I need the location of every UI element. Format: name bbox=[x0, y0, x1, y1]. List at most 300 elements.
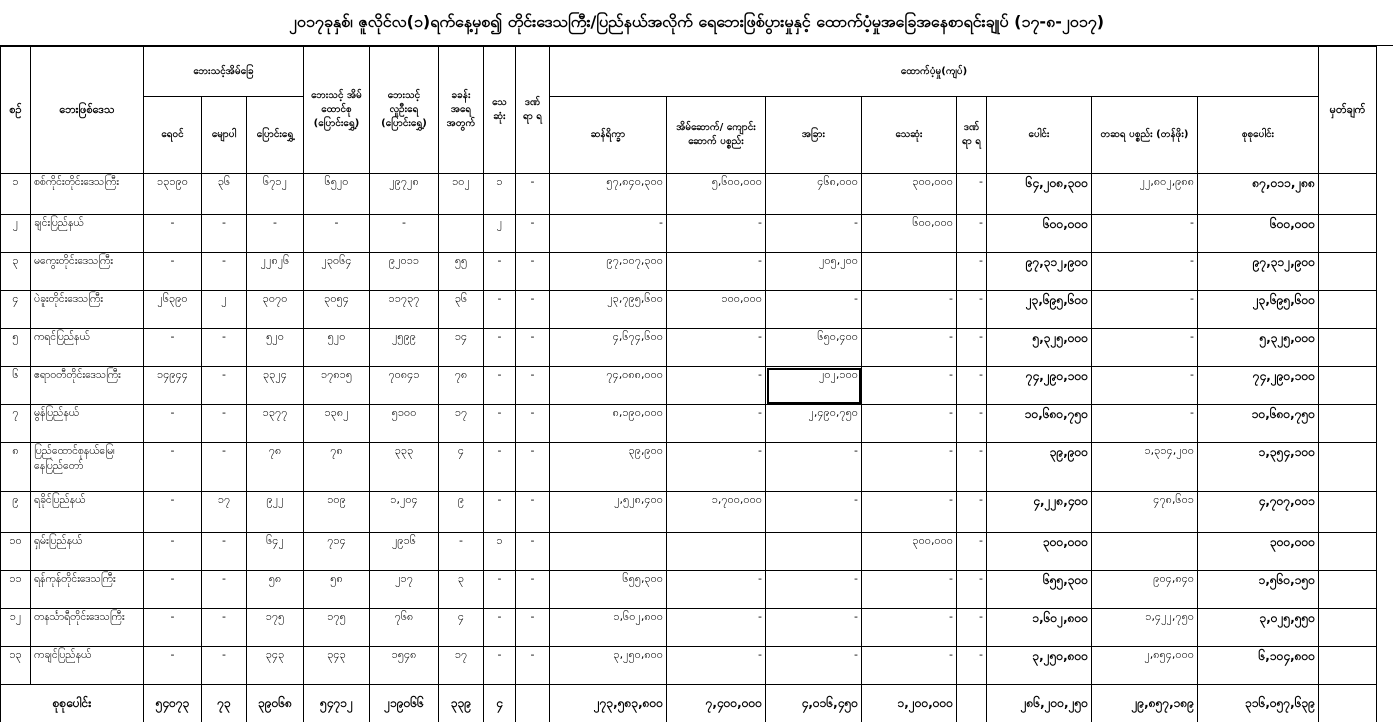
cell-c2[interactable]: - bbox=[202, 253, 247, 291]
cell-c5[interactable]: - bbox=[370, 215, 439, 253]
cell-c14[interactable]: ၁,၆၀၂,၈၀၀ bbox=[987, 609, 1092, 647]
cell-remark[interactable] bbox=[1319, 443, 1377, 492]
cell-c6[interactable]: ၉ bbox=[439, 492, 484, 533]
cell-c13[interactable]: - bbox=[957, 492, 987, 533]
totals-label[interactable]: စုစုပေါင်း bbox=[1, 685, 144, 723]
cell-c12[interactable]: - bbox=[862, 609, 957, 647]
cell-c8[interactable]: - bbox=[516, 253, 550, 291]
header-affected-group: ဘေးသင့်အိမ်ခြေ bbox=[144, 47, 304, 97]
cell-c14[interactable]: ၇၄,၂၉၀,၁၀၀ bbox=[987, 367, 1092, 405]
total-c11[interactable]: ၄,၀၁၆,၄၅၀ bbox=[766, 685, 862, 723]
cell-c9[interactable]: ၈,၁၉၀,၀၀၀ bbox=[550, 405, 667, 443]
cell-c15[interactable]: ၂,၈၅၄,၀၀၀ bbox=[1092, 647, 1198, 685]
cell-c10[interactable]: - bbox=[667, 367, 766, 405]
cell-c3[interactable]: ၆၄၂ bbox=[247, 533, 304, 571]
cell-c15[interactable]: - bbox=[1092, 367, 1198, 405]
header-remarks: မှတ်ချက် bbox=[1319, 47, 1377, 174]
cell-c9[interactable]: ၁,၆၀၂,၈၀၀ bbox=[550, 609, 667, 647]
cell-c11[interactable]: ၂,၄၉၀,၇၅၀ bbox=[766, 405, 862, 443]
cell-c7[interactable]: - bbox=[484, 367, 516, 405]
cell-c4[interactable]: ၆၅၂၀ bbox=[304, 174, 370, 215]
cell-c9[interactable]: ၄,၆၇၄,၆၀၀ bbox=[550, 329, 667, 367]
cell-c7[interactable]: - bbox=[484, 329, 516, 367]
cell-c4[interactable]: ၁၇၅ bbox=[304, 609, 370, 647]
table-row bbox=[1, 609, 1377, 647]
total-c12[interactable]: ၁,၂၀၀,၀၀၀ bbox=[862, 685, 957, 723]
cell-c16[interactable]: ၂၃,၆၉၅,၆၀၀ bbox=[1198, 291, 1319, 329]
cell-sn[interactable]: ၉ bbox=[1, 492, 31, 533]
cell-c13[interactable]: - bbox=[957, 405, 987, 443]
cell-c9[interactable]: ၃၉,၉၀၀ bbox=[550, 443, 667, 492]
total-c14[interactable]: ၂၈၆,၂၀၀,၂၅၀ bbox=[987, 685, 1092, 723]
cell-remark[interactable] bbox=[1319, 647, 1377, 685]
total-c15[interactable]: ၂၉,၈၅၇,၁၈၉ bbox=[1092, 685, 1198, 723]
cell-c7[interactable]: ၁ bbox=[484, 533, 516, 571]
header-affected-pop: ဘေးသင့် လူဦးရေ (ပြောင်းရွှေ့) bbox=[370, 47, 439, 174]
cell-c16[interactable]: ၅,၃၂၅,၀၀၀ bbox=[1198, 329, 1319, 367]
cell-c11[interactable]: - bbox=[766, 571, 862, 609]
cell-c6[interactable]: ၁၄ bbox=[439, 329, 484, 367]
cell-c10[interactable]: - bbox=[667, 443, 766, 492]
cell-sn[interactable]: ၁၀ bbox=[1, 533, 31, 571]
cell-c10[interactable]: ၅,၆၀၀,၀၀၀ bbox=[667, 174, 766, 215]
cell-c14[interactable]: ၉၇,၃၁၂,၉၀၀ bbox=[987, 253, 1092, 291]
cell-c14[interactable]: ၅,၃၂၅,၀၀၀ bbox=[987, 329, 1092, 367]
header-sn: စဥ် bbox=[1, 47, 31, 174]
cell-c4[interactable]: ၇၈ bbox=[304, 443, 370, 492]
cell-c2[interactable]: - bbox=[202, 215, 247, 253]
cell-c11[interactable] bbox=[766, 533, 862, 571]
cell-c6[interactable]: ၁၇ bbox=[439, 405, 484, 443]
cell-c7[interactable]: - bbox=[484, 609, 516, 647]
cell-c1[interactable]: ၁၃၁၉၀ bbox=[144, 174, 202, 215]
cell-c14[interactable]: ၁၀,၆၈၀,၇၅၀ bbox=[987, 405, 1092, 443]
cell-c1[interactable]: - bbox=[144, 647, 202, 685]
cell-c7[interactable]: - bbox=[484, 443, 516, 492]
header-injury-support: ဒဏ် ရာ ရ bbox=[957, 97, 987, 174]
cell-c16[interactable]: ၇၄,၂၉၀,၁၀၀ bbox=[1198, 367, 1319, 405]
cell-c6[interactable]: ၁၇ bbox=[439, 647, 484, 685]
cell-c10[interactable]: - bbox=[667, 405, 766, 443]
total-c6[interactable]: ၃၃၉ bbox=[439, 685, 484, 723]
total-c9[interactable]: ၂၇၃,၅၈၃,၈၀၀ bbox=[550, 685, 667, 723]
cell-c1[interactable]: - bbox=[144, 571, 202, 609]
cell-c9[interactable]: - bbox=[550, 215, 667, 253]
header-region: ဘေးဖြစ်ဒေသ bbox=[31, 47, 144, 174]
cell-c8[interactable]: - bbox=[516, 215, 550, 253]
cell-sn[interactable]: ၁၂ bbox=[1, 609, 31, 647]
cell-region[interactable]: ရန်ကုန်တိုင်းဒေသကြီး bbox=[31, 571, 144, 609]
cell-c9[interactable]: ၂,၅၂၈,၄၀၀ bbox=[550, 492, 667, 533]
cell-c16[interactable]: ၃,၀၂၅,၅၅၀ bbox=[1198, 609, 1319, 647]
cell-region[interactable]: ပဲခူးတိုင်းဒေသကြီး bbox=[31, 291, 144, 329]
table-row bbox=[1, 329, 1377, 367]
cell-c7[interactable]: - bbox=[484, 647, 516, 685]
cell-c14[interactable]: ၃၀၀,၀၀၀ bbox=[987, 533, 1092, 571]
cell-c2[interactable]: - bbox=[202, 533, 247, 571]
cell-c11[interactable]: ၄၆၈,၀၀၀ bbox=[766, 174, 862, 215]
cell-sn[interactable]: ၈ bbox=[1, 443, 31, 492]
cell-c11[interactable]: - bbox=[766, 492, 862, 533]
cell-c4[interactable]: ၅၂၀ bbox=[304, 329, 370, 367]
header-housing: အိမ်ဆောက်/ ကျောင်းဆောက် ပစ္စည်း bbox=[667, 97, 766, 174]
header-support-group: ထောက်ပံ့မှု(ကျပ်) bbox=[550, 47, 1319, 97]
cell-c6[interactable] bbox=[439, 215, 484, 253]
table-row bbox=[1, 571, 1377, 609]
header-dead: သေ ဆုံး bbox=[484, 47, 516, 174]
cell-c4[interactable]: ၇၁၄ bbox=[304, 533, 370, 571]
cell-c8[interactable]: - bbox=[516, 533, 550, 571]
cell-c11[interactable]: - bbox=[766, 215, 862, 253]
header-camps: ခခန်း အရေ အတွက် bbox=[439, 47, 484, 174]
header-affected-hh: ဘေးသင့် အိမ် ထောင်စု (ပြောင်းရွှေ့) bbox=[304, 47, 370, 174]
cell-c2[interactable]: ၃၆ bbox=[202, 174, 247, 215]
cell-c13[interactable]: - bbox=[957, 533, 987, 571]
header-goods: တဆရ ပစ္စည်း (တန်ဖိုး) bbox=[1092, 97, 1198, 174]
cell-region[interactable]: ချင်းပြည်နယ် bbox=[31, 215, 144, 253]
cell-c5[interactable]: ၂၁၇ bbox=[370, 571, 439, 609]
cell-c5[interactable]: ၁၅၄၈ bbox=[370, 647, 439, 685]
cell-c15[interactable]: ၂၂,၈၀၂,၉၈၈ bbox=[1092, 174, 1198, 215]
cell-remark[interactable] bbox=[1319, 329, 1377, 367]
cell-c9[interactable]: ၉၇,၁၀၇,၃၀၀ bbox=[550, 253, 667, 291]
cell-c10[interactable]: ၁၀၀,၀၀၀ bbox=[667, 291, 766, 329]
cell-sn[interactable]: ၁၃ bbox=[1, 647, 31, 685]
cell-remark[interactable] bbox=[1319, 291, 1377, 329]
cell-c10[interactable]: - bbox=[667, 329, 766, 367]
cell-c5[interactable]: ၇၀၈၄၁ bbox=[370, 367, 439, 405]
cell-c16[interactable]: ၆,၁၀၄,၈၀၀ bbox=[1198, 647, 1319, 685]
cell-c15[interactable]: ၁,၃၁၄,၂၀၀ bbox=[1092, 443, 1198, 492]
cell-c7[interactable]: - bbox=[484, 405, 516, 443]
cell-c6[interactable]: ၄ bbox=[439, 609, 484, 647]
cell-region[interactable]: တနင်္သာရီတိုင်းဒေသကြီး bbox=[31, 609, 144, 647]
cell-c1[interactable]: - bbox=[144, 492, 202, 533]
cell-c10[interactable]: ၁,၇၀၀,၀၀၀ bbox=[667, 492, 766, 533]
cell-sn[interactable]: ၅ bbox=[1, 329, 31, 367]
cell-c13[interactable]: - bbox=[957, 443, 987, 492]
cell-c10[interactable]: - bbox=[667, 647, 766, 685]
cell-region[interactable]: ပြည်ထောင်စုနယ်မြေ၊ နေပြည်တော် bbox=[31, 443, 144, 492]
report-table bbox=[0, 46, 1377, 723]
cell-sn[interactable]: ၆ bbox=[1, 367, 31, 405]
cell-c16[interactable]: ၁,၅၆၀,၁၅၀ bbox=[1198, 571, 1319, 609]
cell-c2[interactable]: - bbox=[202, 443, 247, 492]
table-row bbox=[1, 533, 1377, 571]
cell-c14[interactable]: ၆၅၅,၃၀၀ bbox=[987, 571, 1092, 609]
cell-c12[interactable]: - bbox=[862, 647, 957, 685]
cell-c1[interactable]: - bbox=[144, 215, 202, 253]
cell-c4[interactable]: ၁၀၉ bbox=[304, 492, 370, 533]
cell-c4[interactable]: ၁၃၈၂ bbox=[304, 405, 370, 443]
cell-c9[interactable]: ၂၃,၇၉၅,၆၀၀ bbox=[550, 291, 667, 329]
cell-c14[interactable]: ၃၉,၉၀၀ bbox=[987, 443, 1092, 492]
cell-c5[interactable]: ၇၆၈ bbox=[370, 609, 439, 647]
cell-c4[interactable]: ၂၃၀၆၄ bbox=[304, 253, 370, 291]
cell-c13[interactable]: - bbox=[957, 609, 987, 647]
cell-c15[interactable]: ၄၇၈,၆၀၁ bbox=[1092, 492, 1198, 533]
cell-sn[interactable]: ၁ bbox=[1, 174, 31, 215]
cell-c13[interactable]: - bbox=[957, 329, 987, 367]
cell-c14[interactable]: ၆၄,၂၀၈,၃၀၀ bbox=[987, 174, 1092, 215]
cell-c4[interactable]: ၃၄၃ bbox=[304, 647, 370, 685]
cell-c2[interactable]: ၂ bbox=[202, 291, 247, 329]
cell-c11[interactable]: - bbox=[766, 647, 862, 685]
cell-c1[interactable]: ၁၄၉၄၄ bbox=[144, 367, 202, 405]
cell-c8[interactable]: - bbox=[516, 367, 550, 405]
cell-c1[interactable]: - bbox=[144, 609, 202, 647]
cell-c15[interactable]: ၁,၄၂၂,၇၅၀ bbox=[1092, 609, 1198, 647]
cell-c15[interactable]: - bbox=[1092, 291, 1198, 329]
cell-c8[interactable]: - bbox=[516, 405, 550, 443]
cell-region[interactable]: စစ်ကိုင်းတိုင်းဒေသကြီး bbox=[31, 174, 144, 215]
cell-c4[interactable]: - bbox=[304, 215, 370, 253]
cell-c4[interactable]: ၁၇၈၁၅ bbox=[304, 367, 370, 405]
cell-c3[interactable]: ၁၃၇၇ bbox=[247, 405, 304, 443]
totals-row bbox=[1, 685, 1377, 723]
header-cash: ဆန်ရိက္ခာ bbox=[550, 97, 667, 174]
cell-c10[interactable]: - bbox=[667, 215, 766, 253]
total-c1[interactable]: ၅၄၀၇၃ bbox=[144, 685, 202, 723]
cell-c12[interactable]: - bbox=[862, 405, 957, 443]
cell-c2[interactable]: - bbox=[202, 405, 247, 443]
total-c2[interactable]: ၇၃ bbox=[202, 685, 247, 723]
cell-c5[interactable]: ၂၉၇၂၈ bbox=[370, 174, 439, 215]
cell-c16[interactable]: ၆၀၀,၀၀၀ bbox=[1198, 215, 1319, 253]
cell-c7[interactable]: - bbox=[484, 253, 516, 291]
cell-c8[interactable]: - bbox=[516, 329, 550, 367]
cell-c11[interactable]: - bbox=[766, 291, 862, 329]
cell-c12[interactable]: - bbox=[862, 367, 957, 405]
cell-c12[interactable]: ၃၀၀,၀၀၀ bbox=[862, 533, 957, 571]
cell-c3[interactable]: ၉၂၂ bbox=[247, 492, 304, 533]
cell-c12[interactable]: - bbox=[862, 571, 957, 609]
cell-c1[interactable]: - bbox=[144, 443, 202, 492]
cell-region[interactable]: ကရင်ပြည်နယ် bbox=[31, 329, 144, 367]
cell-c1[interactable]: - bbox=[144, 329, 202, 367]
cell-c13[interactable]: - bbox=[957, 291, 987, 329]
header-other: အခြား bbox=[766, 97, 862, 174]
cell-c12[interactable] bbox=[862, 253, 957, 291]
cell-c6[interactable]: ၅၅ bbox=[439, 253, 484, 291]
cell-c5[interactable]: ၁၁၇၃၇ bbox=[370, 291, 439, 329]
cell-c1[interactable]: - bbox=[144, 405, 202, 443]
cell-c16[interactable]: ၄,၇၀၇,၀၀၁ bbox=[1198, 492, 1319, 533]
cell-region[interactable]: မွန်ပြည်နယ် bbox=[31, 405, 144, 443]
header-villages: ရေဝင် bbox=[144, 97, 202, 174]
cell-remark[interactable] bbox=[1319, 174, 1377, 215]
cell-c11[interactable]: - bbox=[766, 443, 862, 492]
cell-c6[interactable]: ၃ bbox=[439, 571, 484, 609]
cell-c3[interactable]: ၅၂၀ bbox=[247, 329, 304, 367]
cell-c12[interactable]: - bbox=[862, 492, 957, 533]
header-total: ပေါင်း bbox=[987, 97, 1092, 174]
cell-c5[interactable]: ၉၂၀၁၁ bbox=[370, 253, 439, 291]
cell-c16[interactable]: ၈၇,၀၁၁,၂၈၈ bbox=[1198, 174, 1319, 215]
cell-remark[interactable] bbox=[1319, 253, 1377, 291]
cell-c3[interactable]: ၁၇၅ bbox=[247, 609, 304, 647]
cell-remark[interactable] bbox=[1319, 405, 1377, 443]
cell-c12[interactable]: ၆၀၀,၀၀၀ bbox=[862, 215, 957, 253]
cell-c11[interactable]: ၆၅၀,၄၀၀ bbox=[766, 329, 862, 367]
cell-c15[interactable]: ၉၀၄,၈၄၀ bbox=[1092, 571, 1198, 609]
sheet-title: ၂၀၁၇ခုနှစ်၊ ဇူလိုင်လ(၁)ရက်နေ့မှစ၍ တိုင်းဒေသကြီး/ပြည်နယ်အလိုက် ရေဘေးဖြစ်ပွားမှုနှင့် ထောက်ပံ့မှုအခြေအနေစာရင်းချုပ် (၁၇-၈-၂၀၁၇) bbox=[0, 0, 1393, 46]
cell-c5[interactable]: ၅၁၀၀ bbox=[370, 405, 439, 443]
cell-c3[interactable]: ၅၈ bbox=[247, 571, 304, 609]
cell-c14[interactable]: ၃,၂၅၀,၈၀၀ bbox=[987, 647, 1092, 685]
cell-sn[interactable]: ၇ bbox=[1, 405, 31, 443]
header-funeral: သေဆုံး bbox=[862, 97, 957, 174]
header-households-moved: ပြောင်းရွှေ့ bbox=[247, 97, 304, 174]
cell-remark[interactable] bbox=[1319, 492, 1377, 533]
cell-c16[interactable]: ၁၀,၆၈၀,၇၅၀ bbox=[1198, 405, 1319, 443]
cell-c12[interactable]: - bbox=[862, 443, 957, 492]
total-c10[interactable]: ၇,၄၀၀,၀၀၀ bbox=[667, 685, 766, 723]
cell-c9[interactable]: ၇၄,၀၈၈,၀၀၀ bbox=[550, 367, 667, 405]
total-c16[interactable]: ၃၁၆,၀၅၇,၆၃၉ bbox=[1198, 685, 1319, 723]
cell-c9[interactable]: ၆၅၅,၃၀၀ bbox=[550, 571, 667, 609]
cell-remark[interactable] bbox=[1319, 533, 1377, 571]
cell-c6[interactable]: ၄ bbox=[439, 443, 484, 492]
cell-sn[interactable]: ၁၁ bbox=[1, 571, 31, 609]
cell-c16[interactable]: ၃၀၀,၀၀၀ bbox=[1198, 533, 1319, 571]
cell-c13[interactable]: - bbox=[957, 253, 987, 291]
cell-c5[interactable]: ၃၃၃ bbox=[370, 443, 439, 492]
cell-sn[interactable]: ၃ bbox=[1, 253, 31, 291]
table-row bbox=[1, 215, 1377, 253]
cell-c6[interactable]: ၇၈ bbox=[439, 367, 484, 405]
cell-c7[interactable]: - bbox=[484, 291, 516, 329]
table-row bbox=[1, 647, 1377, 685]
cell-c10[interactable]: - bbox=[667, 609, 766, 647]
cell-c1[interactable]: ၂၆၃၉၀ bbox=[144, 291, 202, 329]
header-households-wet: မျောပါ bbox=[202, 97, 247, 174]
cell-c16[interactable]: ၉၇,၃၁၂,၉၀၀ bbox=[1198, 253, 1319, 291]
cell-c3[interactable]: ၃၀၇၀ bbox=[247, 291, 304, 329]
cell-c10[interactable] bbox=[667, 533, 766, 571]
cell-c12[interactable]: - bbox=[862, 291, 957, 329]
cell-c6[interactable]: ၃၆ bbox=[439, 291, 484, 329]
cell-c1[interactable]: - bbox=[144, 253, 202, 291]
cell-c14[interactable]: ၄,၂၂၈,၄၀၀ bbox=[987, 492, 1092, 533]
cell-c3[interactable]: - bbox=[247, 215, 304, 253]
cell-c9[interactable] bbox=[550, 533, 667, 571]
table-row bbox=[1, 367, 1377, 405]
total-c8[interactable] bbox=[516, 685, 550, 723]
cell-c16[interactable]: ၁,၃၅၄,၁၀၀ bbox=[1198, 443, 1319, 492]
total-c3[interactable]: ၃၉၀၆၈ bbox=[247, 685, 304, 723]
cell-c2[interactable]: ၁၇ bbox=[202, 492, 247, 533]
cell-c5[interactable]: ၂၉၁၆ bbox=[370, 533, 439, 571]
cell-c3[interactable]: ၂၂၈၂၆ bbox=[247, 253, 304, 291]
cell-c6[interactable]: ၁၀၂ bbox=[439, 174, 484, 215]
cell-c3[interactable]: ၃၃၂၄ bbox=[247, 367, 304, 405]
cell-c5[interactable]: ၂၅၉၉ bbox=[370, 329, 439, 367]
cell-region[interactable]: ကချင်ပြည်နယ် bbox=[31, 647, 144, 685]
cell-region[interactable]: ဧရာဝတီတိုင်းဒေသကြီး bbox=[31, 367, 144, 405]
cell-c8[interactable]: - bbox=[516, 571, 550, 609]
total-remark[interactable] bbox=[1319, 685, 1377, 723]
total-c13[interactable] bbox=[957, 685, 987, 723]
cell-c10[interactable]: - bbox=[667, 253, 766, 291]
cell-c8[interactable]: - bbox=[516, 174, 550, 215]
cell-c15[interactable]: - bbox=[1092, 215, 1198, 253]
cell-remark[interactable] bbox=[1319, 215, 1377, 253]
cell-remark[interactable] bbox=[1319, 571, 1377, 609]
table-row bbox=[1, 443, 1377, 492]
cell-c11[interactable]: - bbox=[766, 609, 862, 647]
cell-c13[interactable]: - bbox=[957, 174, 987, 215]
cell-c2[interactable]: - bbox=[202, 609, 247, 647]
cell-c15[interactable]: - bbox=[1092, 329, 1198, 367]
cell-c14[interactable]: ၂၃,၆၉၅,၆၀၀ bbox=[987, 291, 1092, 329]
total-c5[interactable]: ၂၁၉၀၆၆ bbox=[370, 685, 439, 723]
cell-c11[interactable]: ၂၀၂,၁၀၀ bbox=[766, 367, 862, 405]
cell-c5[interactable]: ၁,၂၀၄ bbox=[370, 492, 439, 533]
cell-c3[interactable]: ၆၇၁၂ bbox=[247, 174, 304, 215]
cell-c1[interactable]: - bbox=[144, 533, 202, 571]
cell-region[interactable]: ရခိုင်ပြည်နယ် bbox=[31, 492, 144, 533]
cell-remark[interactable] bbox=[1319, 367, 1377, 405]
cell-c8[interactable]: - bbox=[516, 291, 550, 329]
cell-c14[interactable]: ၆၀၀,၀၀၀ bbox=[987, 215, 1092, 253]
cell-c6[interactable]: - bbox=[439, 533, 484, 571]
cell-c15[interactable]: - bbox=[1092, 253, 1198, 291]
cell-c9[interactable]: ၅၇,၈၄၀,၃၀၀ bbox=[550, 174, 667, 215]
cell-c13[interactable]: - bbox=[957, 367, 987, 405]
cell-c7[interactable]: - bbox=[484, 571, 516, 609]
cell-c4[interactable]: ၃၀၅၄ bbox=[304, 291, 370, 329]
total-c4[interactable]: ၅၄၇၁၂ bbox=[304, 685, 370, 723]
table-row bbox=[1, 492, 1377, 533]
cell-region[interactable]: မကွေးတိုင်းဒေသကြီး bbox=[31, 253, 144, 291]
cell-c4[interactable]: ၅၈ bbox=[304, 571, 370, 609]
cell-c12[interactable]: - bbox=[862, 329, 957, 367]
cell-c13[interactable]: - bbox=[957, 647, 987, 685]
cell-c8[interactable]: - bbox=[516, 492, 550, 533]
cell-c7[interactable]: - bbox=[484, 492, 516, 533]
table-row bbox=[1, 405, 1377, 443]
cell-c7[interactable]: ၁ bbox=[484, 174, 516, 215]
total-c7[interactable]: ၄ bbox=[484, 685, 516, 723]
cell-c3[interactable]: ၇၈ bbox=[247, 443, 304, 492]
cell-c2[interactable]: - bbox=[202, 647, 247, 685]
cell-c8[interactable]: - bbox=[516, 647, 550, 685]
cell-c8[interactable]: - bbox=[516, 443, 550, 492]
cell-sn[interactable]: ၄ bbox=[1, 291, 31, 329]
cell-c15[interactable] bbox=[1092, 533, 1198, 571]
table-row bbox=[1, 291, 1377, 329]
cell-c2[interactable]: - bbox=[202, 571, 247, 609]
cell-c9[interactable]: ၃,၂၅၀,၈၀၀ bbox=[550, 647, 667, 685]
cell-c13[interactable]: - bbox=[957, 571, 987, 609]
cell-c2[interactable]: - bbox=[202, 367, 247, 405]
cell-c10[interactable]: - bbox=[667, 571, 766, 609]
cell-c11[interactable]: ၂၀၅,၂၀၀ bbox=[766, 253, 862, 291]
cell-c12[interactable]: ၃၀၀,၀၀၀ bbox=[862, 174, 957, 215]
table-row bbox=[1, 253, 1377, 291]
cell-c8[interactable]: - bbox=[516, 609, 550, 647]
cell-region[interactable]: ရှမ်းပြည်နယ် bbox=[31, 533, 144, 571]
cell-c15[interactable]: - bbox=[1092, 405, 1198, 443]
cell-c7[interactable]: ၂ bbox=[484, 215, 516, 253]
cell-c13[interactable]: - bbox=[957, 215, 987, 253]
cell-sn[interactable]: ၂ bbox=[1, 215, 31, 253]
cell-remark[interactable] bbox=[1319, 609, 1377, 647]
header-injured: ဒဏ် ရာ ရ bbox=[516, 47, 550, 174]
cell-c2[interactable]: - bbox=[202, 329, 247, 367]
cell-c3[interactable]: ၃၄၃ bbox=[247, 647, 304, 685]
